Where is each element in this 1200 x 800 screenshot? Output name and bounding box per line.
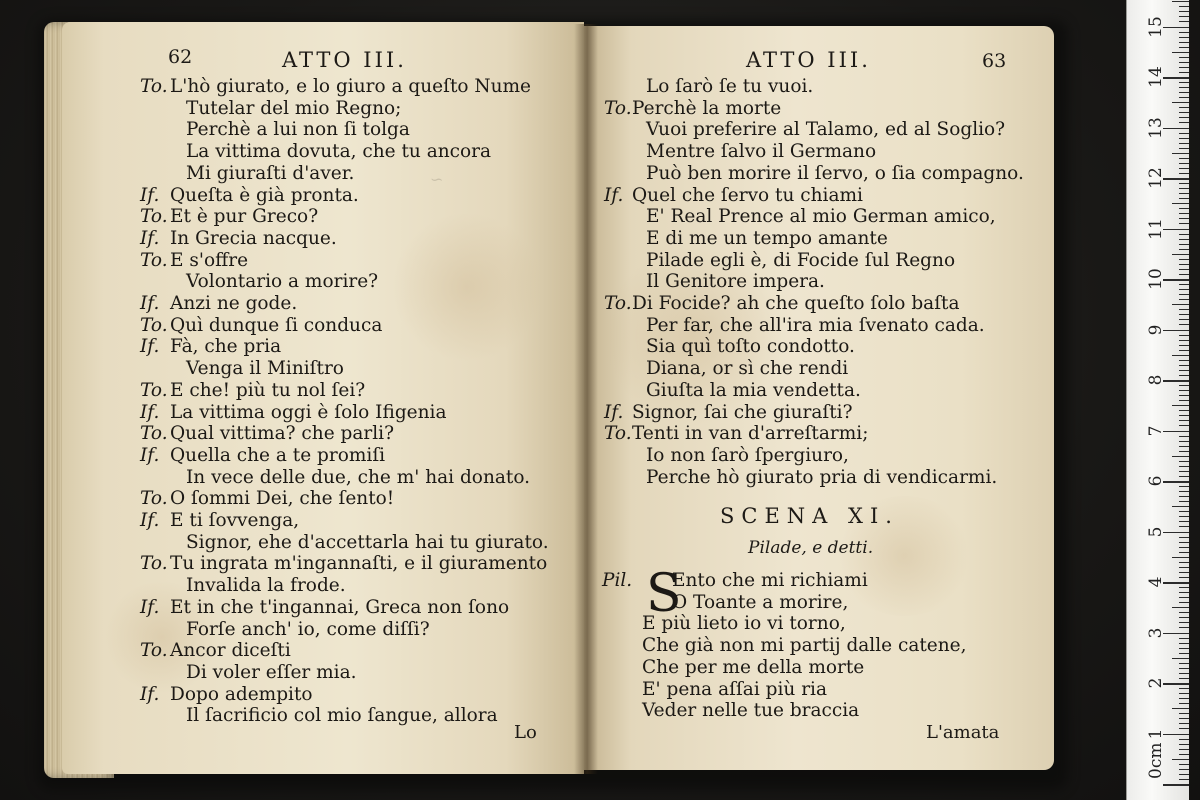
book-gutter <box>574 24 598 774</box>
ruler-tick <box>1179 562 1189 563</box>
ruler-tick <box>1179 627 1189 628</box>
verse-line: Tutelar del mio Regno; <box>186 97 402 119</box>
ruler-tick <box>1179 678 1189 679</box>
speaker-label: If. <box>140 444 160 466</box>
ruler-tick <box>1179 739 1189 740</box>
ruler-tick <box>1179 572 1189 573</box>
verse-line: E' pena aſſai più ria <box>642 678 827 700</box>
ruler-tick <box>1179 143 1189 144</box>
ruler-tick <box>1163 330 1189 332</box>
ruler-tick <box>1179 602 1189 603</box>
verse-line: Ento che mi richiami <box>672 570 868 591</box>
speaker-label: To. <box>140 314 168 336</box>
ruler-tick <box>1179 764 1189 765</box>
ruler-tick <box>1179 163 1189 164</box>
speaker-label: If. <box>140 227 160 249</box>
paper-stain <box>392 212 542 362</box>
ruler-tick <box>1179 451 1189 452</box>
ruler-number: 12 <box>1146 167 1166 189</box>
ruler-tick <box>1179 663 1189 664</box>
verse-line: In vece delle due, che m' hai donato. <box>186 466 531 488</box>
verse-line: E che! più tu nol ſei? <box>170 379 366 401</box>
verse-line: Che per me della morte <box>642 656 865 678</box>
ruler-tick <box>1179 138 1189 139</box>
ruler-number: 3 <box>1146 627 1166 638</box>
speaker-label: If. <box>140 683 160 705</box>
ruler-tick <box>1163 380 1189 382</box>
verse-line: La vittima oggi è ſolo Ifigenia <box>170 401 447 423</box>
ruler-tick <box>1179 718 1189 719</box>
verse-line: Può ben morire il ſervo, o ſia compagno. <box>646 162 1024 184</box>
ruler-tick <box>1179 324 1189 325</box>
ruler-tick <box>1179 648 1189 649</box>
speaker-label: If. <box>140 184 160 206</box>
ruler-tick <box>1163 27 1189 29</box>
speaker-label: If. <box>604 184 624 206</box>
speaker-label: Pil. <box>602 570 633 591</box>
bleed-through-mark: ~ <box>430 170 444 189</box>
ruler-tick <box>1179 299 1189 300</box>
ruler-tick <box>1179 340 1189 341</box>
ruler-tick <box>1179 749 1189 750</box>
ruler-tick <box>1179 668 1189 669</box>
ruler-tick <box>1163 734 1189 736</box>
verse-line: Il Genitore impera. <box>646 271 825 293</box>
ruler-tick <box>1179 198 1189 199</box>
ruler-tick <box>1179 622 1189 623</box>
ruler-tick <box>1179 567 1189 568</box>
verse-line: Veder nelle tue braccia <box>642 700 860 722</box>
ruler-tick <box>1179 309 1189 310</box>
ruler-tick <box>1163 229 1189 231</box>
ruler-number: 4 <box>1146 576 1166 588</box>
ruler-tick <box>1179 501 1189 502</box>
ruler-tick <box>1179 688 1189 689</box>
ruler-tick <box>1179 713 1189 714</box>
ruler-tick <box>1163 683 1189 685</box>
ruler-tick <box>1179 11 1189 12</box>
ruler-tick <box>1179 37 1189 38</box>
ruler-tick <box>1163 633 1189 635</box>
speaker-label: If. <box>140 401 160 423</box>
verse-line: E di me un tempo amante <box>646 227 888 249</box>
ruler-tick <box>1172 102 1189 103</box>
ruler-tick <box>1163 279 1189 281</box>
ruler-tick <box>1172 1 1189 2</box>
ruler-tick <box>1179 441 1189 442</box>
verse-line: Vuoi preferire al Talamo, ed al Soglio? <box>646 119 1006 141</box>
ruler-tick <box>1179 183 1189 184</box>
ruler-tick <box>1179 350 1189 351</box>
ruler-number: 0cm <box>1146 742 1166 779</box>
verse-line: Volontario a morire? <box>186 271 379 293</box>
ruler-tick <box>1179 723 1189 724</box>
verse-line: Invalida la frode. <box>186 575 346 597</box>
ruler-tick <box>1179 552 1189 553</box>
ruler-tick <box>1179 133 1189 134</box>
ruler-tick <box>1172 203 1189 204</box>
ruler-tick <box>1179 168 1189 169</box>
ruler-tick <box>1179 491 1189 492</box>
ruler-tick <box>1179 370 1189 371</box>
ruler-tick <box>1179 526 1189 527</box>
verse-line: Io non ſarò ſpergiuro, <box>646 444 849 466</box>
ruler-tick <box>1179 425 1189 426</box>
ruler-tick <box>1179 511 1189 512</box>
ruler-tick <box>1172 759 1189 760</box>
speaker-label: If. <box>140 336 160 358</box>
speaker-label: To. <box>604 423 632 445</box>
ruler-number: 2 <box>1146 677 1166 689</box>
ruler-tick <box>1179 728 1189 729</box>
ruler-tick <box>1179 744 1189 745</box>
ruler-tick <box>1179 47 1189 48</box>
ruler-tick <box>1179 319 1189 320</box>
ruler-tick <box>1179 289 1189 290</box>
ruler-tick <box>1179 486 1189 487</box>
ruler-tick <box>1179 274 1189 275</box>
ruler-tick <box>1179 223 1189 224</box>
verse-line: In Grecia nacque. <box>170 227 337 249</box>
ruler-number: 6 <box>1146 475 1166 487</box>
ruler-tick <box>1163 532 1189 534</box>
speaker-label: If. <box>140 510 160 531</box>
ruler-tick <box>1179 6 1189 7</box>
ruler-tick <box>1179 415 1189 416</box>
ruler-tick <box>1163 481 1189 483</box>
verse-line: Fà, che pria <box>170 336 282 358</box>
ruler-tick <box>1179 335 1189 336</box>
verse-line: E' Real Prence al mio German amico, <box>646 206 996 228</box>
ruler-tick <box>1179 92 1189 93</box>
ruler-tick <box>1179 32 1189 33</box>
ruler-tick <box>1179 193 1189 194</box>
ruler-number: 5 <box>1146 526 1166 537</box>
verse-line: Dopo adempito <box>170 683 313 705</box>
speaker-label: To. <box>604 293 632 314</box>
ruler-number: 15 <box>1146 15 1166 38</box>
left-page-number: 62 <box>168 46 193 68</box>
verse-line: Sia quì toſto condotto. <box>646 336 855 358</box>
verse-line: Giuſta la mia vendetta. <box>646 379 861 401</box>
ruler-number: 9 <box>1146 324 1166 335</box>
ruler-tick <box>1172 304 1189 305</box>
verse-line: Perche hò giurato pria di vendicarmi. <box>646 466 998 488</box>
ruler-tick <box>1179 592 1189 593</box>
ruler-number: 8 <box>1146 374 1166 386</box>
ruler-tick <box>1179 213 1189 214</box>
ruler-number: 1 <box>1146 728 1166 739</box>
ruler-tick <box>1179 385 1189 386</box>
ruler-tick <box>1179 698 1189 699</box>
ruler-tick <box>1179 122 1189 123</box>
ruler-tick <box>1179 67 1189 68</box>
speaker-label: To. <box>140 488 168 510</box>
ruler-tick <box>1172 607 1189 608</box>
ruler-tick <box>1179 410 1189 411</box>
verse-line: Et in che t'ingannai, Greca non ſono <box>170 596 510 618</box>
verse-line: Mi giuraſti d'aver. <box>186 162 355 184</box>
verse-line: E ti ſovvenga, <box>170 510 300 531</box>
ruler-tick <box>1179 703 1189 704</box>
verse-line: E più lieto io vi torno, <box>642 613 846 635</box>
scene-cast-line: Pilade, e detti. <box>748 538 874 558</box>
verse-line: Queſta è già pronta. <box>170 184 359 206</box>
ruler-tick <box>1179 269 1189 270</box>
verse-line: Tenti in van d'arreſtarmi; <box>632 423 869 445</box>
verse-line: Lo ſarò ſe tu vuoi. <box>646 76 814 97</box>
ruler-tick <box>1179 249 1189 250</box>
ruler-tick <box>1179 239 1189 240</box>
ruler-tick <box>1179 436 1189 437</box>
ruler-tick <box>1179 72 1189 73</box>
ruler-tick <box>1179 173 1189 174</box>
verse-line: Perchè la morte <box>632 97 782 119</box>
ruler-tick <box>1179 294 1189 295</box>
measuring-ruler <box>1126 0 1189 800</box>
ruler-tick <box>1172 658 1189 659</box>
ruler-tick <box>1179 284 1189 285</box>
ruler-number: 14 <box>1146 66 1166 88</box>
ruler-tick <box>1179 476 1189 477</box>
ruler-tick <box>1179 400 1189 401</box>
verse-line: Qual vittima? che parli? <box>170 423 395 445</box>
right-catchword: L'amata <box>926 722 1000 743</box>
verse-line: Perchè a lui non ſi tolga <box>186 119 410 141</box>
ruler-tick <box>1179 264 1189 265</box>
speaker-label: To. <box>140 249 168 271</box>
ruler-tick <box>1179 395 1189 396</box>
ruler-tick <box>1179 188 1189 189</box>
ruler-tick <box>1172 153 1189 154</box>
verse-line: Anzi ne gode. <box>170 293 298 314</box>
speaker-label: To. <box>140 640 168 662</box>
ruler-number: 10 <box>1146 268 1166 290</box>
ruler-tick <box>1179 42 1189 43</box>
ruler-tick <box>1179 117 1189 118</box>
ruler-tick <box>1172 456 1189 457</box>
ruler-tick <box>1163 784 1189 786</box>
ruler-tick <box>1179 496 1189 497</box>
ruler-tick <box>1179 597 1189 598</box>
verse-line: Il ſacrificio col mio ſangue, allora <box>186 705 498 727</box>
verse-line: O ſommi Dei, che ſento! <box>170 488 395 510</box>
ruler-tick <box>1179 516 1189 517</box>
ruler-tick <box>1179 82 1189 83</box>
ruler-tick <box>1179 365 1189 366</box>
verse-line: Signor, ehe d'accettarla hai tu giurato. <box>186 531 549 553</box>
ruler-tick <box>1179 208 1189 209</box>
verse-line: Per far, che all'ira mia ſvenato cada. <box>646 314 985 336</box>
verse-line: Venga il Miniſtro <box>186 358 344 380</box>
verse-line: O Toante a morire, <box>672 591 849 613</box>
ruler-tick <box>1172 254 1189 255</box>
ruler-tick <box>1179 420 1189 421</box>
ruler-tick <box>1179 57 1189 58</box>
ruler-tick <box>1179 345 1189 346</box>
ruler-tick <box>1179 234 1189 235</box>
right-page-number: 63 <box>982 50 1007 72</box>
ruler-tick <box>1179 112 1189 113</box>
verse-line: Mentre ſalvo il Germano <box>646 141 877 163</box>
ruler-tick <box>1172 708 1189 709</box>
ruler-tick <box>1179 542 1189 543</box>
ruler-tick <box>1179 446 1189 447</box>
ruler-tick <box>1179 390 1189 391</box>
scene-heading: SCENA XI. <box>720 504 899 528</box>
ruler-tick <box>1179 461 1189 462</box>
left-running-header: ATTO III. <box>282 48 407 72</box>
ruler-number: 13 <box>1146 116 1166 139</box>
ruler-number: 11 <box>1146 217 1166 240</box>
ruler-tick <box>1179 466 1189 467</box>
verse-line: Tu ingrata m'ingannaſti, e il giuramento <box>170 553 548 575</box>
verse-line: L'hò giurato, e lo giuro a queſto Nume <box>170 76 531 97</box>
ruler-number: 7 <box>1146 425 1166 436</box>
ruler-tick <box>1163 128 1189 130</box>
ruler-tick <box>1179 779 1189 780</box>
verse-line: La vittima dovuta, che tu ancora <box>186 141 492 163</box>
ruler-tick <box>1163 582 1189 584</box>
speaker-label: If. <box>140 293 160 314</box>
ruler-tick <box>1179 148 1189 149</box>
ruler-tick <box>1172 52 1189 53</box>
speaker-label: To. <box>140 379 168 401</box>
ruler-tick <box>1172 557 1189 558</box>
ruler-tick <box>1179 87 1189 88</box>
right-running-header: ATTO III. <box>746 48 871 72</box>
drop-cap-letter: S <box>646 564 682 624</box>
ruler-tick <box>1179 638 1189 639</box>
ruler-tick <box>1179 612 1189 613</box>
ruler-tick <box>1179 62 1189 63</box>
ruler-tick <box>1179 577 1189 578</box>
ruler-tick <box>1172 405 1189 406</box>
ruler-tick <box>1179 673 1189 674</box>
ruler-tick <box>1179 471 1189 472</box>
ruler-tick <box>1179 218 1189 219</box>
verse-line: Che già non mi partij dalle catene, <box>642 635 967 657</box>
ruler-tick <box>1163 431 1189 433</box>
left-catchword: Lo <box>514 722 537 743</box>
ruler-tick <box>1179 21 1189 22</box>
ruler-tick <box>1179 314 1189 315</box>
speaker-label: If. <box>604 401 624 423</box>
verse-line: Pilade egli è, di Focide ſul Regno <box>646 249 956 271</box>
verse-line: Quel che ſervo tu chiami <box>632 184 863 206</box>
verse-line: Quì dunque ſi conduca <box>170 314 383 336</box>
ruler-tick <box>1179 16 1189 17</box>
ruler-tick <box>1179 693 1189 694</box>
verse-line: Quella che a te promiſi <box>170 444 386 466</box>
verse-line: Di voler eſſer mia. <box>186 661 357 683</box>
ruler-tick <box>1179 537 1189 538</box>
ruler-tick <box>1179 259 1189 260</box>
verse-line: Signor, ſai che giuraſti? <box>632 401 853 423</box>
ruler-tick <box>1179 754 1189 755</box>
speaker-label: If. <box>140 596 160 618</box>
ruler-tick <box>1179 769 1189 770</box>
verse-line: E s'offre <box>170 249 249 271</box>
ruler-tick <box>1179 617 1189 618</box>
ruler-tick <box>1179 158 1189 159</box>
verse-line: Diana, or sì che rendi <box>646 358 849 380</box>
speaker-label: To. <box>604 97 632 119</box>
ruler-tick <box>1163 178 1189 180</box>
ruler-tick <box>1179 97 1189 98</box>
ruler-tick <box>1179 653 1189 654</box>
ruler-tick <box>1179 643 1189 644</box>
ruler-tick <box>1179 244 1189 245</box>
ruler-tick <box>1179 587 1189 588</box>
speaker-label: To. <box>140 76 168 97</box>
verse-line: Di Focide? ah che queſto ſolo baſta <box>632 293 960 314</box>
speaker-label: To. <box>140 553 168 575</box>
verse-line: Forſe anch' io, come diſſi? <box>186 618 430 640</box>
verse-line: Ancor diceſti <box>170 640 291 662</box>
speaker-label: To. <box>140 423 168 445</box>
ruler-tick <box>1163 77 1189 79</box>
ruler-tick <box>1179 375 1189 376</box>
ruler-tick <box>1179 107 1189 108</box>
ruler-tick <box>1172 355 1189 356</box>
speaker-label: To. <box>140 206 168 228</box>
ruler-tick <box>1179 547 1189 548</box>
ruler-tick <box>1179 774 1189 775</box>
ruler-tick <box>1179 360 1189 361</box>
ruler-tick <box>1179 521 1189 522</box>
verse-line: Et è pur Greco? <box>170 206 319 228</box>
ruler-tick <box>1172 506 1189 507</box>
